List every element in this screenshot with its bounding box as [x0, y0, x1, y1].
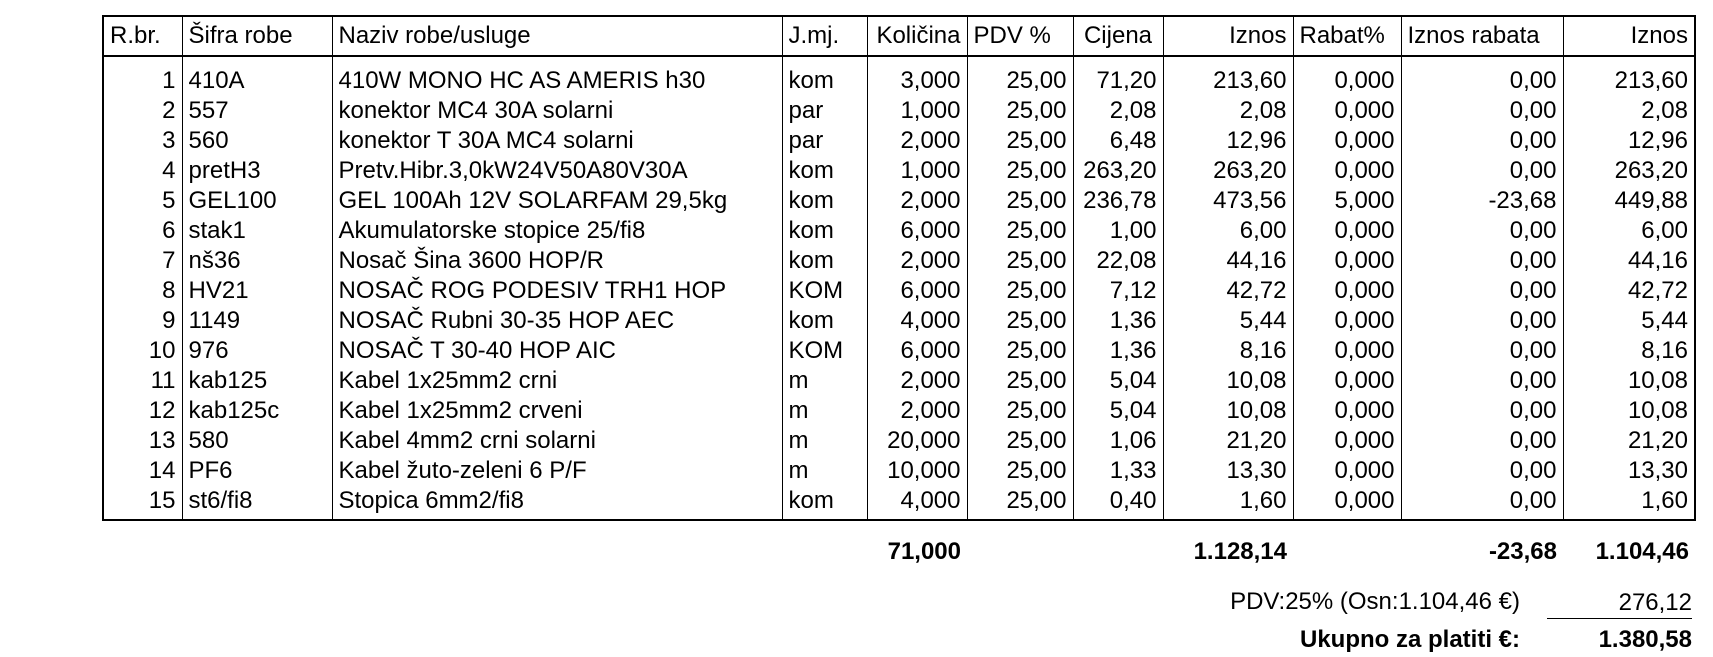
cell-discount-percent: 0,000	[1293, 306, 1401, 336]
cell-net-amount: 2,08	[1563, 96, 1695, 126]
cell-row-number: 7	[103, 246, 182, 276]
col-header-amount: Iznos	[1163, 16, 1293, 56]
cell-net-amount: 5,44	[1563, 306, 1695, 336]
cell-quantity: 20,000	[867, 426, 967, 456]
cell-vat-percent: 25,00	[967, 216, 1073, 246]
table-row	[103, 66, 1695, 96]
cell-item-name: Nosač Šina 3600 HOP/R	[332, 246, 782, 276]
table-header-row	[103, 16, 1695, 56]
cell-price: 1,36	[1073, 306, 1163, 336]
col-header-net-amount: Iznos	[1563, 16, 1695, 56]
cell-item-code: 560	[182, 126, 332, 156]
spacer-row	[103, 56, 1695, 66]
cell-quantity: 10,000	[867, 456, 967, 486]
cell-net-amount: 21,20	[1563, 426, 1695, 456]
cell-row-number: 15	[103, 486, 182, 520]
cell-unit: m	[782, 366, 867, 396]
cell-item-code: 1149	[182, 306, 332, 336]
cell-item-name: NOSAČ ROG PODESIV TRH1 HOP	[332, 276, 782, 306]
cell-vat-percent: 25,00	[967, 126, 1073, 156]
cell-row-number: 10	[103, 336, 182, 366]
cell-quantity: 6,000	[867, 336, 967, 366]
cell-unit: par	[782, 96, 867, 126]
cell-amount: 10,08	[1163, 366, 1293, 396]
table-row	[103, 276, 1695, 306]
cell-quantity: 4,000	[867, 486, 967, 520]
cell-unit: KOM	[782, 336, 867, 366]
cell-discount-percent: 0,000	[1293, 396, 1401, 426]
cell-quantity: 2,000	[867, 246, 967, 276]
total-net-amount: 1.104,46	[1595, 538, 1689, 565]
cell-discount-percent: 0,000	[1293, 276, 1401, 306]
cell-amount: 12,96	[1163, 126, 1293, 156]
total-amount: 1.128,14	[1193, 538, 1287, 565]
cell-quantity: 1,000	[867, 156, 967, 186]
cell-row-number: 13	[103, 426, 182, 456]
cell-item-code: kab125	[182, 366, 332, 396]
cell-price: 1,00	[1073, 216, 1163, 246]
cell-unit: m	[782, 396, 867, 426]
cell-discount-amount: 0,00	[1401, 426, 1563, 456]
total-quantity: 71,000	[887, 538, 961, 565]
cell-item-name: GEL 100Ah 12V SOLARFAM 29,5kg	[332, 186, 782, 216]
cell-row-number: 6	[103, 216, 182, 246]
cell-price: 1,36	[1073, 336, 1163, 366]
cell-net-amount: 12,96	[1563, 126, 1695, 156]
cell-unit: kom	[782, 486, 867, 520]
cell-item-code: 410A	[182, 66, 332, 96]
cell-discount-amount: 0,00	[1401, 66, 1563, 96]
col-header-unit: J.mj.	[782, 16, 867, 56]
cell-unit: m	[782, 426, 867, 456]
cell-item-code: nš36	[182, 246, 332, 276]
cell-quantity: 3,000	[867, 66, 967, 96]
cell-vat-percent: 25,00	[967, 396, 1073, 426]
col-header-item-name: Naziv robe/usluge	[332, 16, 782, 56]
cell-quantity: 2,000	[867, 186, 967, 216]
cell-item-code: PF6	[182, 456, 332, 486]
cell-price: 22,08	[1073, 246, 1163, 276]
cell-discount-amount: 0,00	[1401, 336, 1563, 366]
col-header-discount-percent: Rabat%	[1293, 16, 1401, 56]
cell-row-number: 5	[103, 186, 182, 216]
cell-price: 6,48	[1073, 126, 1163, 156]
vat-value: 276,12	[1547, 588, 1692, 619]
totals-row	[103, 520, 1695, 567]
cell-item-name: Kabel 4mm2 crni solarni	[332, 426, 782, 456]
cell-discount-percent: 0,000	[1293, 246, 1401, 276]
table-row	[103, 426, 1695, 456]
cell-vat-percent: 25,00	[967, 96, 1073, 126]
cell-price: 0,40	[1073, 486, 1163, 520]
cell-discount-percent: 0,000	[1293, 486, 1401, 520]
table-row	[103, 306, 1695, 336]
cell-discount-percent: 0,000	[1293, 156, 1401, 186]
cell-net-amount: 8,16	[1563, 336, 1695, 366]
cell-item-name: 410W MONO HC AS AMERIS h30	[332, 66, 782, 96]
cell-discount-amount: 0,00	[1401, 366, 1563, 396]
cell-price: 1,33	[1073, 456, 1163, 486]
cell-row-number: 14	[103, 456, 182, 486]
cell-amount: 213,60	[1163, 66, 1293, 96]
cell-vat-percent: 25,00	[967, 366, 1073, 396]
table-row	[103, 396, 1695, 426]
cell-quantity: 4,000	[867, 306, 967, 336]
table-row	[103, 186, 1695, 216]
cell-item-name: NOSAČ T 30-40 HOP AIC	[332, 336, 782, 366]
cell-unit: KOM	[782, 276, 867, 306]
col-header-row-number: R.br.	[103, 16, 182, 56]
table-row	[103, 156, 1695, 186]
cell-item-code: kab125c	[182, 396, 332, 426]
cell-item-code: 976	[182, 336, 332, 366]
table-row	[103, 366, 1695, 396]
col-header-vat-percent: PDV %	[967, 16, 1073, 56]
cell-item-name: Stopica 6mm2/fi8	[332, 486, 782, 520]
cell-item-name: Kabel žuto-zeleni 6 P/F	[332, 456, 782, 486]
cell-quantity: 2,000	[867, 126, 967, 156]
cell-price: 263,20	[1073, 156, 1163, 186]
cell-item-code: pretH3	[182, 156, 332, 186]
cell-amount: 5,44	[1163, 306, 1293, 336]
cell-vat-percent: 25,00	[967, 306, 1073, 336]
cell-row-number: 3	[103, 126, 182, 156]
cell-amount: 263,20	[1163, 156, 1293, 186]
cell-discount-amount: 0,00	[1401, 246, 1563, 276]
cell-vat-percent: 25,00	[967, 186, 1073, 216]
cell-quantity: 2,000	[867, 366, 967, 396]
cell-amount: 2,08	[1163, 96, 1293, 126]
cell-vat-percent: 25,00	[967, 66, 1073, 96]
cell-discount-percent: 0,000	[1293, 336, 1401, 366]
grand-total-label: Ukupno za platiti €:	[1299, 626, 1520, 653]
table-row	[103, 246, 1695, 276]
cell-net-amount: 6,00	[1563, 216, 1695, 246]
cell-amount: 6,00	[1163, 216, 1293, 246]
cell-item-code: GEL100	[182, 186, 332, 216]
cell-net-amount: 10,08	[1563, 366, 1695, 396]
cell-unit: kom	[782, 66, 867, 96]
cell-unit: kom	[782, 306, 867, 336]
cell-unit: par	[782, 126, 867, 156]
cell-price: 7,12	[1073, 276, 1163, 306]
cell-amount: 8,16	[1163, 336, 1293, 366]
cell-unit: kom	[782, 156, 867, 186]
cell-price: 236,78	[1073, 186, 1163, 216]
cell-item-code: 580	[182, 426, 332, 456]
invoice-items-table	[102, 15, 1696, 567]
cell-discount-percent: 5,000	[1293, 186, 1401, 216]
vat-label: PDV:25% (Osn:1.104,46 €)	[1230, 588, 1520, 615]
cell-amount: 42,72	[1163, 276, 1293, 306]
cell-net-amount: 1,60	[1563, 486, 1695, 520]
cell-unit: m	[782, 456, 867, 486]
cell-vat-percent: 25,00	[967, 456, 1073, 486]
cell-row-number: 4	[103, 156, 182, 186]
cell-net-amount: 42,72	[1563, 276, 1695, 306]
cell-net-amount: 10,08	[1563, 396, 1695, 426]
col-header-item-code: Šifra robe	[182, 16, 332, 56]
cell-vat-percent: 25,00	[967, 486, 1073, 520]
cell-price: 2,08	[1073, 96, 1163, 126]
cell-discount-amount: -23,68	[1401, 186, 1563, 216]
cell-row-number: 9	[103, 306, 182, 336]
cell-quantity: 6,000	[867, 216, 967, 246]
cell-price: 71,20	[1073, 66, 1163, 96]
table-row	[103, 96, 1695, 126]
cell-amount: 44,16	[1163, 246, 1293, 276]
cell-discount-percent: 0,000	[1293, 216, 1401, 246]
cell-item-name: Pretv.Hibr.3,0kW24V50A80V30A	[332, 156, 782, 186]
cell-item-code: HV21	[182, 276, 332, 306]
cell-row-number: 1	[103, 66, 182, 96]
cell-vat-percent: 25,00	[967, 426, 1073, 456]
cell-unit: kom	[782, 246, 867, 276]
cell-net-amount: 213,60	[1563, 66, 1695, 96]
cell-amount: 473,56	[1163, 186, 1293, 216]
cell-discount-percent: 0,000	[1293, 366, 1401, 396]
col-header-discount-amount: Iznos rabata	[1401, 16, 1563, 56]
cell-item-name: Akumulatorske stopice 25/fi8	[332, 216, 782, 246]
cell-price: 5,04	[1073, 366, 1163, 396]
cell-item-code: st6/fi8	[182, 486, 332, 520]
cell-net-amount: 449,88	[1563, 186, 1695, 216]
cell-discount-percent: 0,000	[1293, 126, 1401, 156]
cell-discount-amount: 0,00	[1401, 306, 1563, 336]
cell-discount-percent: 0,000	[1293, 456, 1401, 486]
col-header-quantity: Količina	[867, 16, 967, 56]
cell-vat-percent: 25,00	[967, 336, 1073, 366]
cell-discount-amount: 0,00	[1401, 486, 1563, 520]
cell-discount-amount: 0,00	[1401, 276, 1563, 306]
total-discount: -23,68	[1488, 538, 1557, 565]
table-row	[103, 486, 1695, 520]
table-row	[103, 126, 1695, 156]
cell-unit: kom	[782, 186, 867, 216]
table-row	[103, 336, 1695, 366]
cell-vat-percent: 25,00	[967, 156, 1073, 186]
cell-amount: 13,30	[1163, 456, 1293, 486]
cell-amount: 1,60	[1163, 486, 1293, 520]
cell-discount-amount: 0,00	[1401, 96, 1563, 126]
cell-row-number: 2	[103, 96, 182, 126]
table-row	[103, 456, 1695, 486]
cell-item-name: konektor T 30A MC4 solarni	[332, 126, 782, 156]
cell-price: 5,04	[1073, 396, 1163, 426]
cell-discount-amount: 0,00	[1401, 216, 1563, 246]
cell-item-name: Kabel 1x25mm2 crveni	[332, 396, 782, 426]
cell-item-name: Kabel 1x25mm2 crni	[332, 366, 782, 396]
cell-net-amount: 263,20	[1563, 156, 1695, 186]
cell-row-number: 12	[103, 396, 182, 426]
cell-price: 1,06	[1073, 426, 1163, 456]
cell-discount-amount: 0,00	[1401, 396, 1563, 426]
cell-quantity: 2,000	[867, 396, 967, 426]
cell-discount-amount: 0,00	[1401, 126, 1563, 156]
grand-total-value: 1.380,58	[1598, 626, 1692, 653]
cell-discount-percent: 0,000	[1293, 66, 1401, 96]
cell-net-amount: 13,30	[1563, 456, 1695, 486]
cell-discount-percent: 0,000	[1293, 96, 1401, 126]
cell-item-code: stak1	[182, 216, 332, 246]
cell-row-number: 8	[103, 276, 182, 306]
cell-quantity: 6,000	[867, 276, 967, 306]
cell-discount-amount: 0,00	[1401, 156, 1563, 186]
cell-amount: 10,08	[1163, 396, 1293, 426]
cell-vat-percent: 25,00	[967, 246, 1073, 276]
cell-row-number: 11	[103, 366, 182, 396]
col-header-price: Cijena	[1073, 16, 1163, 56]
cell-vat-percent: 25,00	[967, 276, 1073, 306]
cell-item-name: konektor MC4 30A solarni	[332, 96, 782, 126]
cell-item-name: NOSAČ Rubni 30-35 HOP AEC	[332, 306, 782, 336]
cell-unit: kom	[782, 216, 867, 246]
cell-quantity: 1,000	[867, 96, 967, 126]
cell-discount-percent: 0,000	[1293, 426, 1401, 456]
cell-amount: 21,20	[1163, 426, 1293, 456]
cell-net-amount: 44,16	[1563, 246, 1695, 276]
table-row	[103, 216, 1695, 246]
cell-discount-amount: 0,00	[1401, 456, 1563, 486]
cell-item-code: 557	[182, 96, 332, 126]
